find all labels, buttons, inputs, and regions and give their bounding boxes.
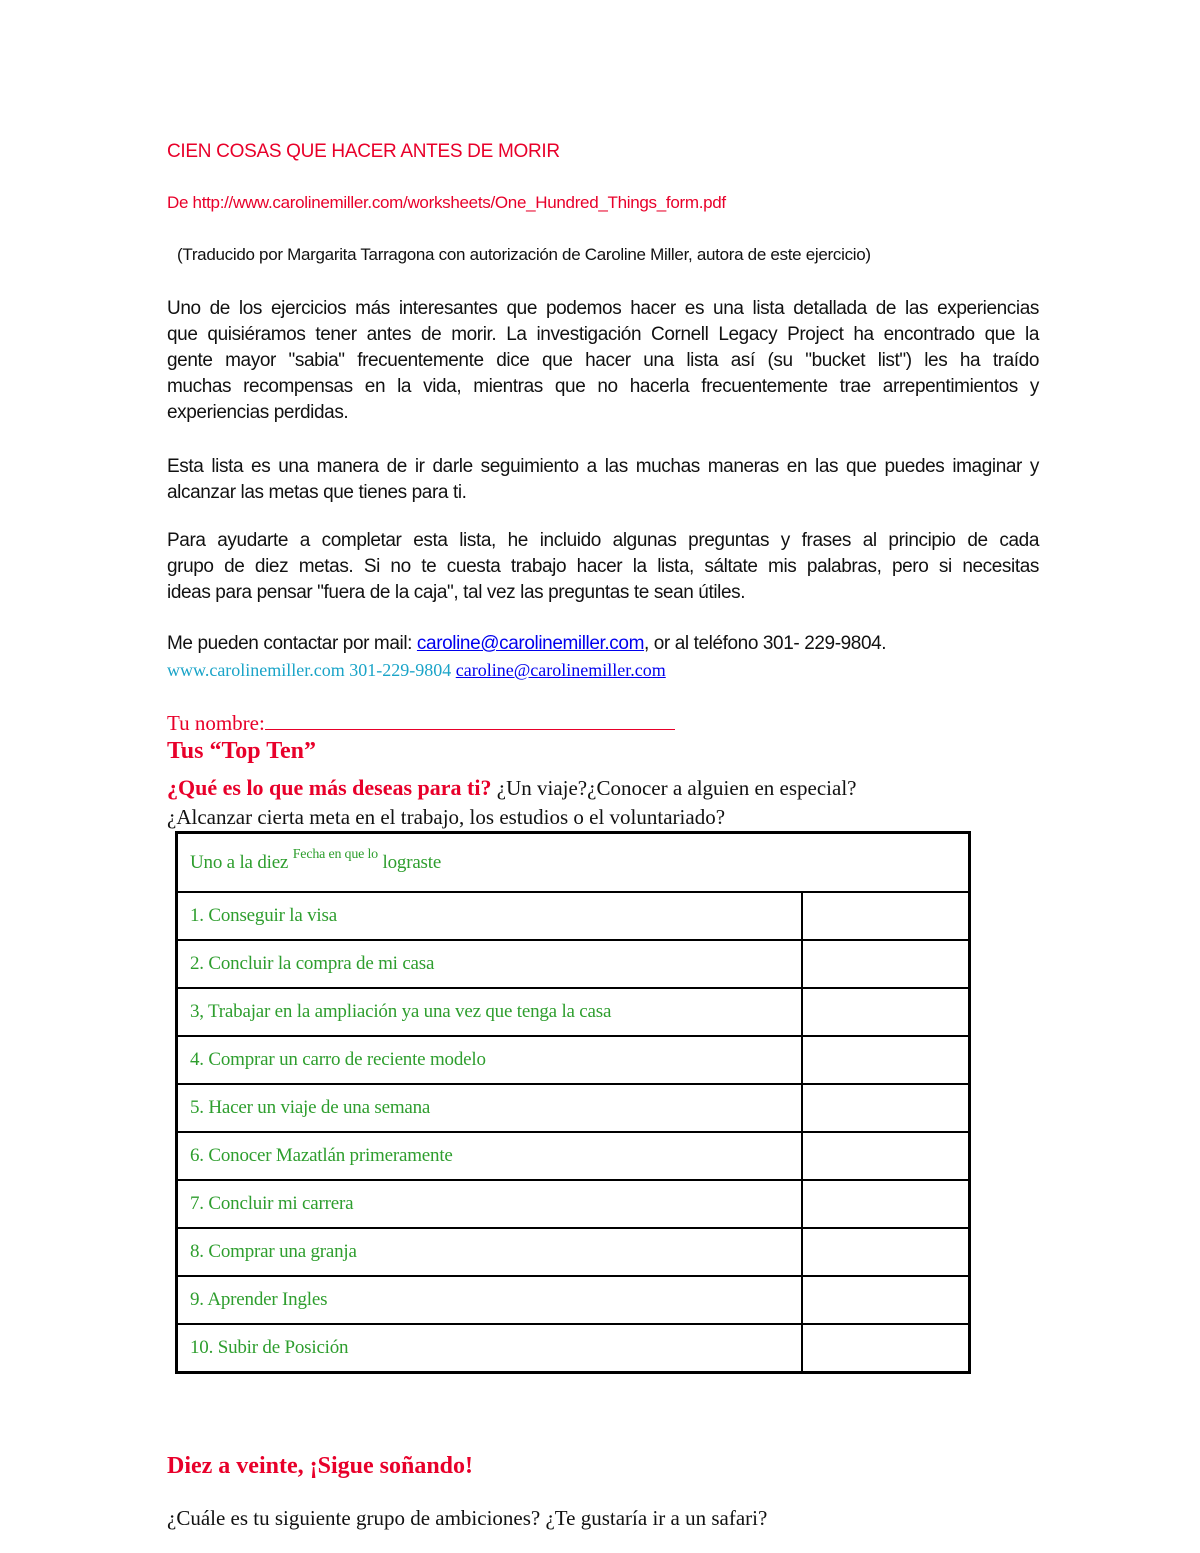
table-row xyxy=(177,1324,970,1373)
header-text-b: lograste xyxy=(377,851,442,873)
goal-cell[interactable]: 7. Concluir mi carrera xyxy=(177,1180,803,1228)
p1-line-3: gente mayor "sabia" frecuentemente dice que hacer una lista así (su "bucket list") les ha traído xyxy=(167,350,1039,371)
question-bold: ¿Qué es lo que más deseas para ti? xyxy=(167,775,492,800)
contact-prefix: Me pueden contactar por mail: xyxy=(167,633,417,654)
p3-line-3: ideas para pensar "fuera de la caja", tal vez las preguntas te sean útiles. xyxy=(167,582,746,603)
date-cell[interactable] xyxy=(802,1324,970,1373)
table-row xyxy=(177,940,970,988)
date-cell[interactable] xyxy=(802,892,970,940)
section2-question: ¿Cuále es tu siguiente grupo de ambiciones? ¿Te gustaría ir a un safari? xyxy=(167,1506,768,1530)
document-title: CIEN COSAS QUE HACER ANTES DE MORIR xyxy=(167,141,560,162)
p3-line-1: Para ayudarte a completar esta lista, he incluido algunas preguntas y frases al principio de cada xyxy=(167,530,1039,551)
contact-email-link[interactable]: caroline@carolinemiller.com xyxy=(416,633,644,654)
date-cell[interactable] xyxy=(802,1180,970,1228)
goal-cell[interactable]: 8. Comprar una granja xyxy=(177,1228,803,1276)
table-row xyxy=(177,1036,970,1084)
goal-cell[interactable]: 5. Hacer un viaje de una semana xyxy=(177,1084,803,1132)
date-cell[interactable] xyxy=(802,1276,970,1324)
intro-paragraph-2 xyxy=(167,454,1039,506)
name-blank-line[interactable] xyxy=(265,713,675,730)
table-row xyxy=(177,892,970,940)
p1-line-4: muchas recompensas en la vida, mientras que no hacerla frecuentemente trae arrepentimientos y xyxy=(167,376,1039,397)
goal-cell[interactable]: 1. Conseguir la visa xyxy=(177,892,803,940)
email-link-2[interactable]: caroline@carolinemiller.com xyxy=(455,660,666,680)
date-cell[interactable] xyxy=(802,1228,970,1276)
p2-line-1: Esta lista es una manera de ir darle seguimiento a las muchas maneras en las que puedes imaginar y xyxy=(167,456,1039,477)
question-line-1 xyxy=(167,775,856,801)
site-and-phone: www.carolinemiller.com 301-229-9804 xyxy=(167,660,456,680)
date-cell[interactable] xyxy=(802,1084,970,1132)
name-field[interactable] xyxy=(167,711,675,736)
table-row xyxy=(177,1228,970,1276)
name-label: Tu nombre: xyxy=(167,711,265,735)
contact-suffix: , or al teléfono 301- 229-9804. xyxy=(644,633,887,654)
question-rest: ¿Un viaje?¿Conocer a alguien en especial? xyxy=(491,776,857,800)
goal-cell[interactable]: 10. Subir de Posición xyxy=(177,1324,803,1373)
p2-line-2: alcanzar las metas que tienes para ti. xyxy=(167,482,467,503)
header-sup: Fecha en que lo xyxy=(292,846,378,862)
p1-line-2: que quisiéramos tener antes de morir. La investigación Cornell Legacy Project ha encontrado que la xyxy=(167,324,1039,345)
table-row xyxy=(177,1180,970,1228)
p1-line-5: experiencias perdidas. xyxy=(167,402,349,423)
date-cell[interactable] xyxy=(802,940,970,988)
intro-paragraph-1 xyxy=(167,296,1039,426)
table-row xyxy=(177,1084,970,1132)
goals-table xyxy=(175,831,971,1374)
contact-line xyxy=(167,633,886,655)
table-row xyxy=(177,988,970,1036)
date-cell[interactable] xyxy=(802,1132,970,1180)
goal-cell[interactable]: 6. Conocer Mazatlán primeramente xyxy=(177,1132,803,1180)
table-header-row xyxy=(177,833,970,893)
date-cell[interactable] xyxy=(802,1036,970,1084)
p1-line-1: Uno de los ejercicios más interesantes que podemos hacer es una lista detallada de las experiencias xyxy=(167,298,1039,319)
table-row xyxy=(177,1276,970,1324)
intro-paragraph-3 xyxy=(167,528,1039,606)
goal-cell[interactable]: 4. Comprar un carro de reciente modelo xyxy=(177,1036,803,1084)
goal-cell[interactable]: 9. Aprender Ingles xyxy=(177,1276,803,1324)
source-line: De http://www.carolinemiller.com/worksheets/One_Hundred_Things_form.pdf xyxy=(167,193,726,212)
header-text-a: Uno a la diez xyxy=(190,851,293,873)
top-ten-heading: Tus “Top Ten” xyxy=(167,738,317,764)
table-header-cell xyxy=(177,833,970,893)
goal-cell[interactable]: 2. Concluir la compra de mi casa xyxy=(177,940,803,988)
links-line xyxy=(167,660,666,681)
date-cell[interactable] xyxy=(802,988,970,1036)
p3-line-2: grupo de diez metas. Si no te cuesta trabajo hacer la lista, sáltate mis palabras, pero si necesitas xyxy=(167,556,1039,577)
question-line-2: ¿Alcanzar cierta meta en el trabajo, los estudios o el voluntariado? xyxy=(167,805,726,829)
section2-heading: Diez a veinte, ¡Sigue soñando! xyxy=(167,1453,473,1479)
translation-note: (Traducido por Margarita Tarragona con autorización de Caroline Miller, autora de este ejercicio) xyxy=(177,245,871,264)
goal-cell[interactable]: 3, Trabajar en la ampliación ya una vez que tenga la casa xyxy=(177,988,803,1036)
table-row xyxy=(177,1132,970,1180)
